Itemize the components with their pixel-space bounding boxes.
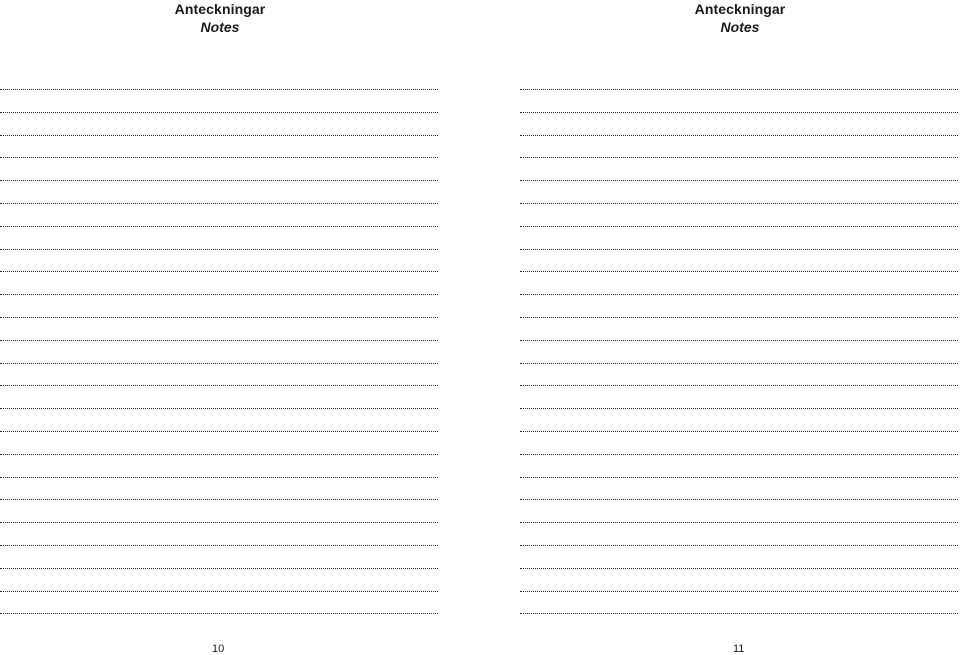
dotted-line [520, 363, 958, 364]
dotted-line [0, 522, 438, 523]
dotted-line [520, 271, 958, 272]
dotted-line [520, 135, 958, 136]
page-heading [0, 0, 440, 36]
dotted-line [0, 545, 438, 546]
dotted-line [520, 249, 958, 250]
dotted-line [0, 568, 438, 569]
dotted-line [520, 431, 958, 432]
dotted-line [0, 249, 438, 250]
dotted-line [520, 545, 958, 546]
dotted-line [520, 477, 958, 478]
dotted-line [0, 135, 438, 136]
dotted-line [520, 226, 958, 227]
dotted-line [0, 157, 438, 158]
dotted-line [520, 568, 958, 569]
dotted-writing-lines [520, 89, 958, 636]
dotted-line [520, 180, 958, 181]
heading-english: Notes [720, 19, 760, 35]
dotted-line [0, 613, 438, 614]
dotted-line [520, 112, 958, 113]
dotted-line [520, 499, 958, 500]
dotted-line [0, 317, 438, 318]
dotted-line [0, 112, 438, 113]
dotted-line [520, 522, 958, 523]
dotted-line [0, 180, 438, 181]
dotted-line [520, 613, 958, 614]
dotted-line [520, 89, 958, 90]
dotted-line [0, 89, 438, 90]
dotted-line [520, 317, 958, 318]
dotted-line [520, 385, 958, 386]
dotted-line [0, 271, 438, 272]
dotted-line [0, 431, 438, 432]
dotted-line [520, 203, 958, 204]
dotted-line [0, 477, 438, 478]
dotted-line [0, 408, 438, 409]
dotted-line [0, 340, 438, 341]
dotted-line [0, 499, 438, 500]
dotted-line [520, 408, 958, 409]
dotted-line [520, 294, 958, 295]
page-heading [520, 0, 960, 36]
left-page [0, 0, 440, 655]
heading-english: Notes [200, 19, 240, 35]
dotted-line [520, 591, 958, 592]
dotted-writing-lines [0, 89, 438, 636]
dotted-line [520, 340, 958, 341]
page-number: 11 [733, 643, 745, 655]
dotted-line [0, 203, 438, 204]
heading-swedish: Anteckningar [174, 1, 266, 17]
dotted-line [520, 454, 958, 455]
dotted-line [0, 454, 438, 455]
page-number: 10 [212, 643, 225, 655]
dotted-line [0, 294, 438, 295]
dotted-line [0, 385, 438, 386]
dotted-line [0, 591, 438, 592]
dotted-line [0, 226, 438, 227]
heading-swedish: Anteckningar [694, 1, 786, 17]
right-page [520, 0, 960, 655]
dotted-line [0, 363, 438, 364]
dotted-line [520, 157, 958, 158]
